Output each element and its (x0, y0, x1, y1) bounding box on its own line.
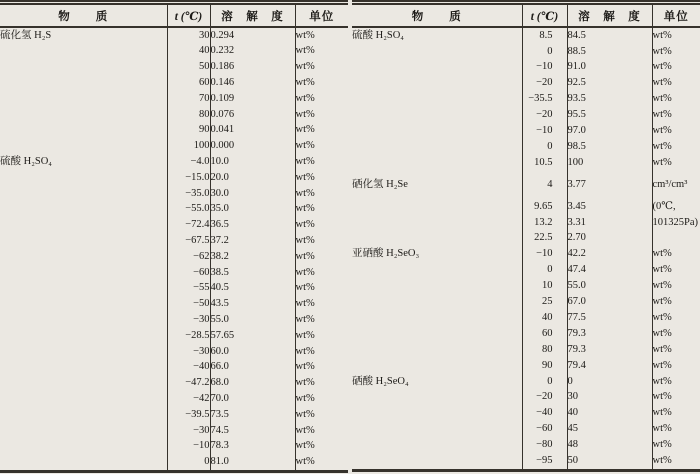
unit-cell: wt% (652, 374, 700, 390)
unit-cell: wt% (295, 312, 348, 328)
unit-cell: wt% (652, 92, 700, 108)
temperature-cell: 30 (167, 27, 210, 44)
unit-cell: wt% (295, 75, 348, 91)
substance-cell (0, 312, 167, 328)
table-row (0, 281, 348, 297)
unit-cell: wt% (652, 139, 700, 155)
temperature-cell: −10 (167, 439, 210, 455)
unit-cell: (0℃, (652, 199, 700, 215)
temperature-cell: −55 (167, 281, 210, 297)
temperature-cell: −20 (522, 76, 567, 92)
solubility-cell: 79.3 (567, 326, 652, 342)
temperature-cell: 0 (522, 263, 567, 279)
table-row (0, 439, 348, 455)
temperature-cell: 60 (167, 75, 210, 91)
table-row (352, 437, 700, 453)
unit-cell: wt% (652, 60, 700, 76)
table-row (0, 123, 348, 139)
temperature-cell: −20 (522, 390, 567, 406)
temperature-cell: 13.2 (522, 215, 567, 231)
solubility-cell: 70.0 (210, 391, 295, 407)
substance-cell (0, 44, 167, 60)
table-row (352, 247, 700, 263)
unit-cell: wt% (652, 44, 700, 60)
temperature-cell: −4.0 (167, 154, 210, 170)
table-row (0, 186, 348, 202)
header-row (0, 3, 348, 28)
table-row (0, 376, 348, 392)
substance-cell: 硒酸 H₂SeO₄ (352, 375, 409, 387)
temperature-cell: −20 (522, 107, 567, 123)
temperature-cell: −10 (522, 60, 567, 76)
unit-cell: wt% (295, 249, 348, 265)
table-row (352, 342, 700, 358)
substance-cell (0, 455, 167, 472)
solubility-cell: 97.0 (567, 123, 652, 139)
temperature-cell: 90 (167, 123, 210, 139)
substance-cell (352, 278, 522, 294)
unit-cell: cm³/cm³ (652, 171, 700, 199)
temperature-cell: 40 (522, 310, 567, 326)
solubility-cell: 3.77 (567, 171, 652, 199)
solubility-header: 溶 解 度 (210, 3, 295, 28)
solubility-cell: 3.31 (567, 215, 652, 231)
solubility-cell: 0.041 (210, 123, 295, 139)
right-table-panel (350, 0, 700, 474)
substance-cell (352, 44, 522, 60)
temperature-cell: 0 (522, 139, 567, 155)
table-row (0, 154, 348, 170)
solubility-cell: 10.0 (210, 154, 295, 170)
substance-cell (352, 294, 522, 310)
table-row (352, 171, 700, 199)
unit-cell (652, 231, 700, 247)
temperature-cell: −60 (522, 421, 567, 437)
temperature-cell: −55.0 (167, 202, 210, 218)
table-row (352, 406, 700, 422)
unit-cell: wt% (295, 123, 348, 139)
substance-cell (352, 390, 522, 406)
solubility-cell: 0.186 (210, 60, 295, 76)
unit-cell: wt% (295, 423, 348, 439)
substance-cell (0, 439, 167, 455)
substance-cell (352, 437, 522, 453)
table-row (0, 60, 348, 76)
table-row (0, 139, 348, 155)
substance-cell (0, 107, 167, 123)
table-row (0, 233, 348, 249)
table-row (0, 249, 348, 265)
solubility-cell: 42.2 (567, 247, 652, 263)
substance-cell (0, 344, 167, 360)
solubility-table-right (352, 0, 700, 472)
solubility-cell: 0.109 (210, 91, 295, 107)
substance-cell (352, 92, 522, 108)
table-row (352, 231, 700, 247)
substance-cell (0, 218, 167, 234)
solubility-cell: 98.5 (567, 139, 652, 155)
temperature-cell: −40 (522, 406, 567, 422)
table-row (352, 263, 700, 279)
temperature-cell: −30 (167, 312, 210, 328)
table-row (352, 278, 700, 294)
solubility-cell: 100 (567, 155, 652, 171)
substance-cell (352, 406, 522, 422)
temperature-cell: 0 (522, 374, 567, 390)
table-row (0, 423, 348, 439)
temperature-header: t (℃) (167, 3, 210, 28)
temperature-cell: 60 (522, 326, 567, 342)
temperature-cell: −42 (167, 391, 210, 407)
temperature-cell: −28.5 (167, 328, 210, 344)
unit-cell: wt% (652, 406, 700, 422)
temperature-cell: 4 (522, 171, 567, 199)
substance-cell (352, 231, 522, 247)
solubility-cell: 77.5 (567, 310, 652, 326)
table-row (352, 76, 700, 92)
unit-cell: wt% (295, 281, 348, 297)
substance-cell (0, 376, 167, 392)
table-row (0, 75, 348, 91)
solubility-header: 溶 解 度 (567, 3, 652, 28)
unit-cell: wt% (295, 154, 348, 170)
solubility-cell: 40 (567, 406, 652, 422)
substance-cell (0, 75, 167, 91)
solubility-cell: 55.0 (567, 278, 652, 294)
solubility-cell: 47.4 (567, 263, 652, 279)
solubility-cell: 0.232 (210, 44, 295, 60)
unit-cell: wt% (652, 294, 700, 310)
substance-cell (0, 265, 167, 281)
table-row (0, 297, 348, 313)
temperature-cell: 22.5 (522, 231, 567, 247)
solubility-cell: 79.3 (567, 342, 652, 358)
solubility-cell: 38.2 (210, 249, 295, 265)
temperature-cell: −10 (522, 247, 567, 263)
unit-cell: wt% (295, 391, 348, 407)
substance-cell: 硒化氢 H₂Se (352, 178, 408, 190)
solubility-cell: 68.0 (210, 376, 295, 392)
unit-cell: wt% (295, 60, 348, 76)
temperature-cell: 100 (167, 139, 210, 155)
table-row (352, 421, 700, 437)
temperature-cell: 50 (167, 60, 210, 76)
table-row (0, 328, 348, 344)
solubility-cell: 20.0 (210, 170, 295, 186)
substance-cell (352, 199, 522, 215)
substance-cell (0, 423, 167, 439)
substance-cell (0, 360, 167, 376)
solubility-cell: 91.0 (567, 60, 652, 76)
unit-cell: wt% (652, 76, 700, 92)
table-row (0, 27, 348, 44)
unit-header: 单位 (295, 3, 348, 28)
unit-cell: wt% (295, 91, 348, 107)
unit-cell: wt% (295, 44, 348, 60)
substance-header: 物 质 (352, 3, 522, 28)
substance-cell (352, 123, 522, 139)
solubility-cell: 0.146 (210, 75, 295, 91)
unit-cell: wt% (652, 421, 700, 437)
solubility-cell: 55.0 (210, 312, 295, 328)
temperature-cell: −60 (167, 265, 210, 281)
solubility-cell: 60.0 (210, 344, 295, 360)
table-row (352, 60, 700, 76)
table-row (0, 344, 348, 360)
substance-cell (0, 328, 167, 344)
temperature-cell: 80 (167, 107, 210, 123)
table-row (0, 170, 348, 186)
solubility-cell: 67.0 (567, 294, 652, 310)
table-row (0, 202, 348, 218)
table-row (352, 294, 700, 310)
substance-cell (0, 186, 167, 202)
temperature-cell: 0 (167, 455, 210, 472)
temperature-cell: −67.5 (167, 233, 210, 249)
table-row (0, 107, 348, 123)
unit-cell: wt% (652, 453, 700, 470)
substance-cell (352, 326, 522, 342)
substance-cell (0, 407, 167, 423)
solubility-cell: 36.5 (210, 218, 295, 234)
table-row (352, 155, 700, 171)
table-row (352, 215, 700, 231)
table-row (352, 358, 700, 374)
substance-cell: 硫酸 H₂SO₄ (0, 156, 52, 168)
unit-cell: wt% (652, 27, 700, 44)
table-row (0, 218, 348, 234)
solubility-cell: 0 (567, 374, 652, 390)
temperature-cell: 9.65 (522, 199, 567, 215)
temperature-cell: 70 (167, 91, 210, 107)
substance-cell (352, 310, 522, 326)
temperature-cell: −30 (167, 344, 210, 360)
unit-cell: wt% (295, 376, 348, 392)
table-row (0, 312, 348, 328)
unit-cell: wt% (295, 218, 348, 234)
table-row (0, 455, 348, 472)
solubility-cell: 43.5 (210, 297, 295, 313)
unit-cell: wt% (652, 310, 700, 326)
solubility-table-left (0, 0, 348, 473)
solubility-cell: 3.45 (567, 199, 652, 215)
table-row (352, 453, 700, 470)
unit-cell: wt% (652, 437, 700, 453)
temperature-cell: −15.0 (167, 170, 210, 186)
temperature-cell: −39.5 (167, 407, 210, 423)
solubility-cell: 88.5 (567, 44, 652, 60)
substance-cell (0, 60, 167, 76)
substance-cell (352, 453, 522, 470)
substance-cell: 亚硒酸 H₂SeO₃ (352, 248, 420, 260)
substance-cell: 硫化氢 H₂S (0, 29, 52, 41)
temperature-cell: −40 (167, 360, 210, 376)
temperature-cell: 10 (522, 278, 567, 294)
solubility-cell: 30 (567, 390, 652, 406)
temperature-cell: 10.5 (522, 155, 567, 171)
unit-cell: wt% (652, 326, 700, 342)
table-row (0, 91, 348, 107)
unit-cell: 101325Pa) (652, 215, 700, 231)
substance-cell (352, 215, 522, 231)
solubility-cell: 0.294 (210, 27, 295, 44)
table-row (352, 374, 700, 390)
unit-cell: wt% (295, 27, 348, 44)
substance-cell (352, 139, 522, 155)
substance-cell (0, 233, 167, 249)
solubility-cell: 57.65 (210, 328, 295, 344)
solubility-cell: 81.0 (210, 455, 295, 472)
temperature-cell: −50 (167, 297, 210, 313)
solubility-cell: 40.5 (210, 281, 295, 297)
unit-header: 单位 (652, 3, 700, 28)
solubility-cell: 50 (567, 453, 652, 470)
table-row (352, 27, 700, 44)
temperature-cell: −95 (522, 453, 567, 470)
unit-cell: wt% (295, 139, 348, 155)
temperature-cell: 25 (522, 294, 567, 310)
table-row (352, 390, 700, 406)
substance-cell (352, 421, 522, 437)
substance-cell (352, 263, 522, 279)
temperature-cell: −35.0 (167, 186, 210, 202)
table-row (0, 44, 348, 60)
solubility-cell: 79.4 (567, 358, 652, 374)
substance-header: 物 质 (0, 3, 167, 28)
unit-cell: wt% (295, 360, 348, 376)
substance-cell (0, 139, 167, 155)
temperature-cell: −80 (522, 437, 567, 453)
solubility-cell: 45 (567, 421, 652, 437)
solubility-cell: 38.5 (210, 265, 295, 281)
unit-cell: wt% (295, 328, 348, 344)
unit-cell: wt% (295, 265, 348, 281)
solubility-cell: 48 (567, 437, 652, 453)
substance-cell (352, 155, 522, 171)
unit-cell: wt% (295, 107, 348, 123)
temperature-header: t (℃) (522, 3, 567, 28)
unit-cell: wt% (295, 170, 348, 186)
table-row (352, 123, 700, 139)
substance-cell (352, 342, 522, 358)
unit-cell: wt% (652, 107, 700, 123)
solubility-cell: 84.5 (567, 27, 652, 44)
solubility-cell: 92.5 (567, 76, 652, 92)
unit-cell: wt% (295, 297, 348, 313)
solubility-cell: 73.5 (210, 407, 295, 423)
unit-cell: wt% (295, 407, 348, 423)
solubility-cell: 66.0 (210, 360, 295, 376)
solubility-cell: 35.0 (210, 202, 295, 218)
substance-cell (0, 170, 167, 186)
solubility-cell: 74.5 (210, 423, 295, 439)
table-row (352, 92, 700, 108)
temperature-cell: 40 (167, 44, 210, 60)
unit-cell: wt% (295, 455, 348, 472)
unit-cell: wt% (652, 123, 700, 139)
unit-cell: wt% (652, 390, 700, 406)
unit-cell: wt% (295, 202, 348, 218)
substance-cell (0, 123, 167, 139)
unit-cell: wt% (295, 344, 348, 360)
solubility-cell: 93.5 (567, 92, 652, 108)
solubility-cell: 2.70 (567, 231, 652, 247)
unit-cell: wt% (652, 263, 700, 279)
table-row (0, 265, 348, 281)
table-row (352, 139, 700, 155)
temperature-cell: −72.4 (167, 218, 210, 234)
temperature-cell: −30 (167, 423, 210, 439)
table-row (352, 326, 700, 342)
table-row (0, 360, 348, 376)
substance-cell (0, 297, 167, 313)
unit-cell: wt% (652, 358, 700, 374)
solubility-cell: 30.0 (210, 186, 295, 202)
temperature-cell: 8.5 (522, 27, 567, 44)
solubility-cell: 0.000 (210, 139, 295, 155)
substance-cell (0, 391, 167, 407)
unit-cell: wt% (652, 247, 700, 263)
table-row (0, 391, 348, 407)
solubility-cell: 37.2 (210, 233, 295, 249)
solubility-cell: 78.3 (210, 439, 295, 455)
temperature-cell: −35.5 (522, 92, 567, 108)
substance-cell (0, 281, 167, 297)
substance-cell (0, 249, 167, 265)
substance-cell (0, 91, 167, 107)
substance-cell (352, 60, 522, 76)
temperature-cell: −10 (522, 123, 567, 139)
unit-cell: wt% (295, 186, 348, 202)
header-row (352, 3, 700, 28)
solubility-cell: 0.076 (210, 107, 295, 123)
table-row (352, 44, 700, 60)
unit-cell: wt% (295, 233, 348, 249)
substance-cell: 硫酸 H₂SO₄ (352, 29, 404, 41)
temperature-cell: 90 (522, 358, 567, 374)
substance-cell (352, 107, 522, 123)
temperature-cell: −47.2 (167, 376, 210, 392)
table-row (352, 310, 700, 326)
table-row (352, 199, 700, 215)
unit-cell: wt% (652, 342, 700, 358)
substance-cell (352, 358, 522, 374)
temperature-cell: −62 (167, 249, 210, 265)
temperature-cell: 80 (522, 342, 567, 358)
temperature-cell: 0 (522, 44, 567, 60)
unit-cell: wt% (652, 155, 700, 171)
unit-cell: wt% (652, 278, 700, 294)
table-row (0, 407, 348, 423)
table-row (352, 107, 700, 123)
unit-cell: wt% (295, 439, 348, 455)
substance-cell (0, 202, 167, 218)
solubility-cell: 95.5 (567, 107, 652, 123)
substance-cell (352, 76, 522, 92)
